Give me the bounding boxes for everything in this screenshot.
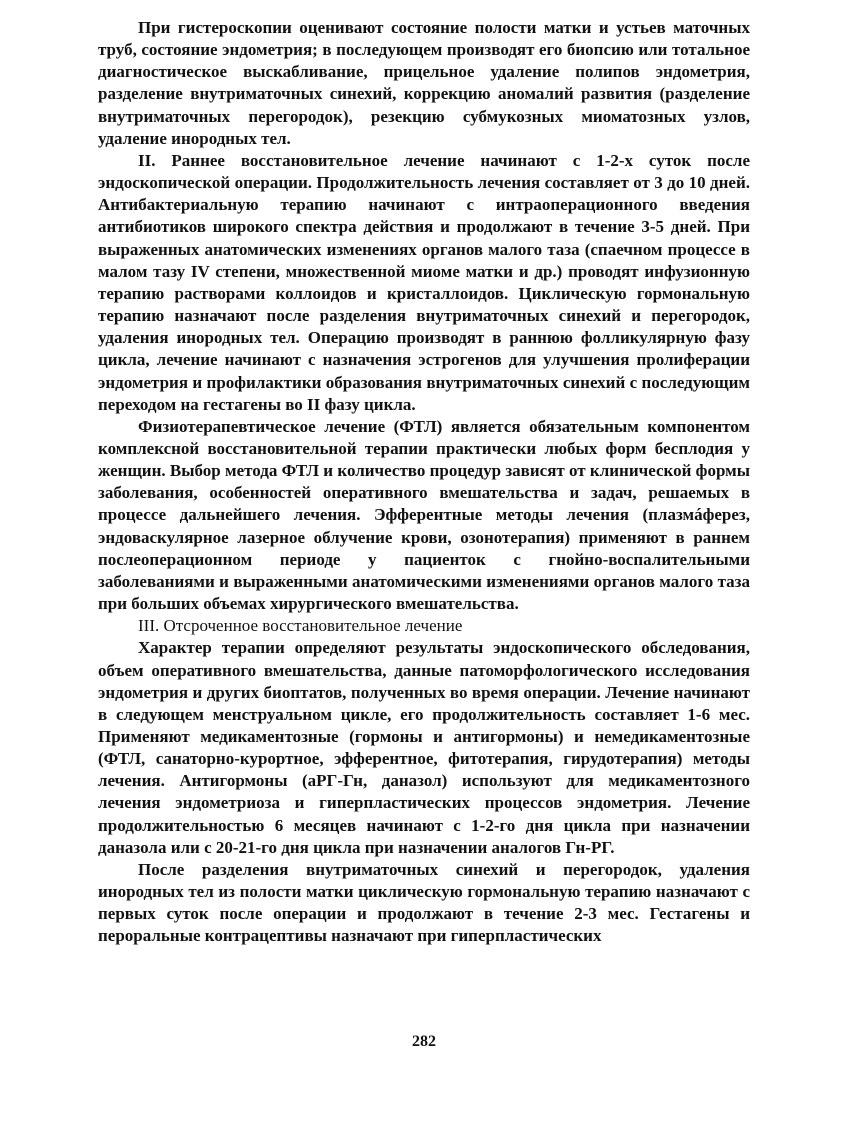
paragraph-early-recovery: II. Раннее восстановительное лечение начинают с 1-2-х суток после эндоскопической операции. Продолжительность лечения составляет от 3 до 10 дней. Антибактериальную терапию начинают с интраоперационного введения антибиотиков широкого спектра действия и продолжают в течение 3-5 дней. При выраженных анатомических изменениях органов малого таза (спаечном процессе в малом тазу IV степени, множественной миоме матки и др.) проводят инфузионную терапию растворами коллоидов и кристаллоидов. Циклическую гормональную терапию назначают после разделения внутриматочных синехий и перегородок, удаления инородных тел. Операцию производят в раннюю фолликулярную фазу цикла, лечение начинают с назначения эстрогенов для улучшения пролиферации эндометрия и профилактики образования внутриматочных синехий с последующим переходом на гестагены во II фазу цикла. — [98, 150, 750, 414]
body-text — [98, 17, 750, 948]
paragraph-physiotherapy: Физиотерапевтическое лечение (ФТЛ) является обязательным компонентом комплексной восстановительной терапии практически любых форм бесплодия у женщин. Выбор метода ФТЛ и количество процедур зависят от клинической формы заболевания, особенностей оперативного вмешательства и задач, решаемых в процессе дальнейшего лечения. Эфферентные методы лечения (плазмáферез, эндоваскулярное лазерное облучение крови, озонотерапия) применяют в раннем послеоперационном периоде у пациенток с гнойно-воспалительными заболеваниями и выраженными анатомическими изменениями органов малого таза при больших объемах хирургического вмешательства. — [98, 416, 750, 614]
page-number: 282 — [412, 1033, 436, 1050]
paragraph-after-separation: После разделения внутриматочных синехий и перегородок, удаления инородных тел из полости матки циклическую гормональную терапию назначают с первых суток после операции и продолжают в течение 2-3 мес. Гестагены и пероральные контрацептивы назначают при гиперпластических — [98, 859, 750, 946]
paragraph-therapy-character: Характер терапии определяют результаты эндоскопического обследования, объем оперативного вмешательства, данные патоморфологического исследования эндометрия и других биоптатов, полученных во время операции. Лечение начинают в следующем менструальном цикле, его продолжительность составляет 1-6 мес. Применяют медикаментозные (гормоны и антигормоны) и немедикаментозные (ФТЛ, санаторно-курортное, эфферентное, фитотерапия, гирудотерапия) методы лечения. Антигормоны (аРГ-Гн, даназол) используют для медикаментозного лечения эндометриоза и гиперпластических процессов эндометрия. Лечение продолжительностью 6 месяцев начинают с 1-2-го дня цикла при назначении даназола или с 20-21-го дня цикла при назначении аналогов Гн-РГ. — [98, 638, 750, 857]
section-heading-delayed-recovery: III. Отсроченное восстановительное лечение — [138, 616, 463, 636]
paragraph-hysteroscopy: При гистероскопии оценивают состояние полости матки и устьев маточных труб, состояние эндометрия; в последующем производят его биопсию или тотальное диагностическое выскабливание, прицельное удаление полипов эндометрия, разделение внутриматочных синехий, коррекцию аномалий развития (разделение внутриматочных перегородок), резекцию субмукозных миоматозных узлов, удаление инородных тел. — [98, 18, 750, 148]
